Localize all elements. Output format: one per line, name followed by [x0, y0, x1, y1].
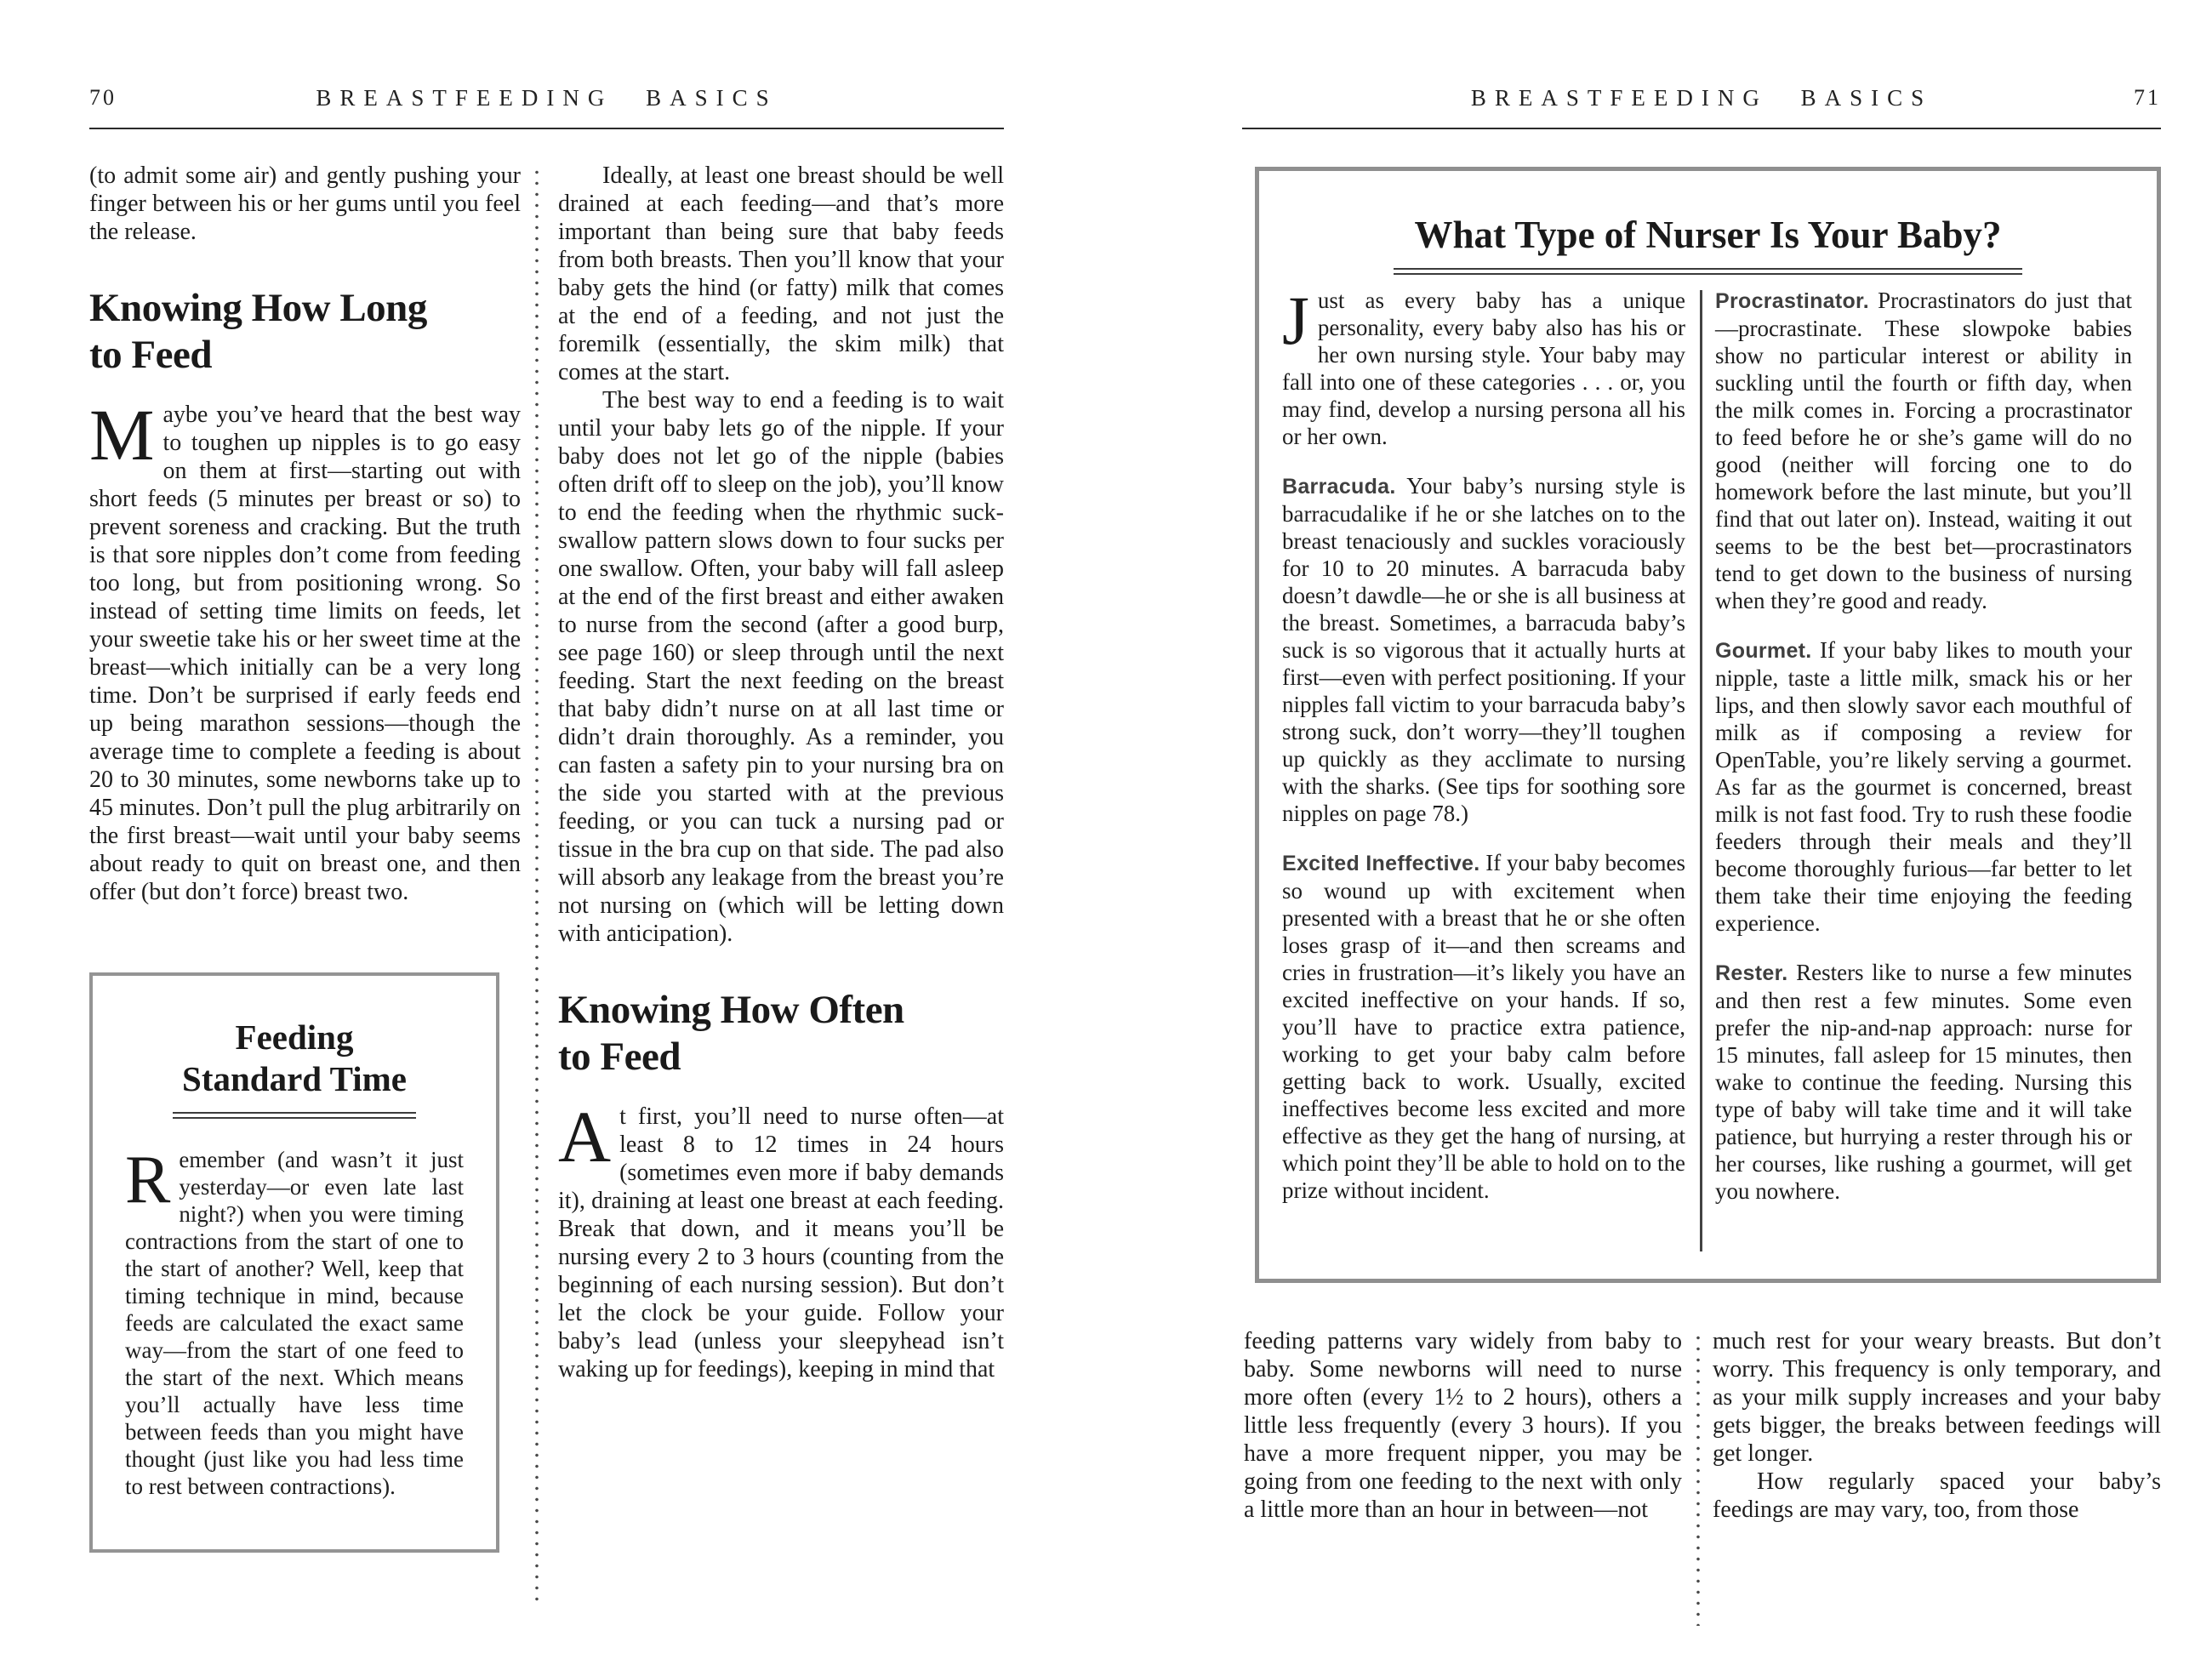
- box-column-divider: [1700, 290, 1702, 1251]
- paragraph-text: t first, you’ll need to nurse often—at least 8 to 12 times in 24 hours (sometimes even more if baby demands it), draining at least one breast at each feeding. Break that down, and it means you’ll be nursing every 2 to 3 hours (counting from the beginning of each nursing session). But don’t let the clock be your guide. Follow your baby’s lead (unless your sleepyhead isn’t waking up for feedings), keeping in mind that: [558, 1103, 1004, 1382]
- left-column-1: [89, 162, 521, 1553]
- paragraph-text: Procrastinators do just that—procrastinate. These slowpoke babies show no particular interest or ability in suckling until the fourth or fifth day, when the milk comes in. Forcing a procrastinator to feed before he or she’s game will do no good (neither will forcing one to do homework before the last minute, but you’ll find that out later on). Instead, waiting it out seems to be the best bet—procrastinators tend to get down to the business of nursing when they’re good and ready.: [1715, 288, 2132, 613]
- body-paragraph: feeding patterns vary widely from baby to baby. Some newborns will need to nurse more often (every 1½ to 2 hours), others a little less frequently (every 3 hours). If you have a more frequent nipper, you may be going from one feeding to the next with only a little more than an hour in between—not: [1244, 1328, 1682, 1523]
- header-rule: [89, 128, 1004, 129]
- entry-lead-in: Excited Ineffective.: [1282, 852, 1480, 875]
- left-page-header: [89, 85, 1004, 111]
- body-paragraph: much rest for your weary breasts. But don’t worry. This frequency is only temporary, and as your milk supply increases and your baby gets bigger, the breaks between feedings will get longer.: [1713, 1328, 2161, 1467]
- nurser-type-box: [1255, 167, 2161, 1283]
- paragraph-text: If your baby likes to mouth your nipple, taste a little milk, smack his or her lips, and then slowly savor each mouthful of milk as if composing a review for OpenTable, you’re likely serving a gourmet. As far as the gourmet is concerned, breast milk is not fast food. Try to rush these foodie feeders through their meals and they’ll become thoroughly furious—far better to let them take their time enjoying the feeding experience.: [1715, 637, 2132, 936]
- body-paragraph: [89, 394, 521, 906]
- right-bottom-column-1: [1244, 1327, 1682, 1524]
- column-divider: [1696, 1332, 1700, 1626]
- heading-line: Knowing How Often: [558, 988, 904, 1032]
- column-divider: [535, 167, 539, 1608]
- paragraph-text: If your baby becomes so wound up with excitement when presented with a breast that he or she often loses grasp of it—and then screams and cries in frustration—it’s likely you have an excited ineffective on your hands. If so, you’ll have to practice extra patience, working to get your baby calm before getting back to work. Usually, excited ineffectives become less excited and more effective as they get the hang of nursing, at which point they’ll be able to hold on to the prize without incident.: [1282, 850, 1685, 1203]
- double-rule: [1394, 268, 2022, 275]
- running-head: BREASTFEEDING BASICS: [316, 85, 778, 111]
- drop-cap: J: [1282, 282, 1309, 359]
- nurser-entry: [1282, 472, 1685, 827]
- paragraph-text: aybe you’ve heard that the best way to toughen up nipples is to go easy on them at first—starting out with short feeds (5 minutes per breast or so) to prevent soreness and cracking. But the truth is that sore nipples don’t come from feeding too long, but from positioning wrong. So instead of setting time limits on feeds, let your sweetie take his or her sweet time at the breast—which initially can be a very long time. Don’t be surprised if early feeds end up being marathon sessions—though the average time to complete a feeding is about 20 to 30 minutes, some newborns take up to 45 minutes. Don’t pull the plug arbitrarily on the first breast—wait until your baby seems about ready to quit on breast one, and then offer (but don’t force) breast two.: [89, 402, 521, 905]
- running-head: BREASTFEEDING BASICS: [1470, 85, 1933, 111]
- sidebar-title: [125, 1017, 464, 1100]
- nurser-entry: [1715, 287, 2132, 614]
- section-heading: [89, 285, 521, 379]
- page-number: 70: [89, 85, 117, 110]
- paragraph-text: Your baby’s nursing style is barracudalike if he or she latches on to the breast tenaciously and suckles voraciously for 10 to 20 minutes. A barracuda baby doesn’t dawdle—he or she is all business at the breast. Sometimes, a barracuda baby’s suck is so vigorous that it actually hurts at first—even with perfect positioning. If your nipples fall victim to your barracuda baby’s strong suck, don’t worry—they’ll toughen up quickly as they acclimate to nursing with the sharks. (See tips for soothing sore nipples on page 78.): [1282, 473, 1685, 826]
- entry-lead-in: Barracuda.: [1282, 475, 1396, 499]
- entry-lead-in: Rester.: [1715, 961, 1788, 985]
- paragraph-text: ust as every baby has a unique personality, every baby also has his or her own nursing style. Your baby may fall into one of these categories . . . or, you may find, develop a nursing persona all his or her own.: [1282, 288, 1685, 449]
- section-heading: [558, 987, 1004, 1080]
- heading-line: to Feed: [558, 1035, 681, 1079]
- heading-line: to Feed: [89, 333, 212, 377]
- entry-lead-in: Gourmet.: [1715, 639, 1812, 663]
- sidebar-paragraph: [125, 1143, 464, 1500]
- sidebar-box: [89, 972, 499, 1553]
- sidebar-title-line: Feeding: [235, 1018, 354, 1057]
- body-paragraph: The best way to end a feeding is to wait until your baby lets go of the nipple. If your baby does not let go of the nipple (babies often drift off to sleep on the job), you’ll know to end the feeding when the rhythmic suck-swallow pattern slows down to four sucks per one swallow. Often, your baby will fall asleep at the end of the first breast and either awaken to nurse from the second (after a good burp, see page 160) or sleep through until the next feeding. Start the next feeding on the breast that baby didn’t nurse on at all last time or didn’t drain thoroughly. As a reminder, you can fasten a safety pin to your nursing bra on the side you started with at the previous feeding, or you can tuck a nursing pad or tissue in the bra cup on that side. The pad also will absorb any leakage from the breast you’re not nursing on (which will be letting down with anticipation).: [558, 387, 1004, 947]
- drop-cap: R: [125, 1143, 171, 1217]
- paragraph-text: Resters like to nurse a few minutes and then rest a few minutes. Some even prefer the nip-and-nap approach: nurse for 15 minutes, fall asleep for 15 minutes, then wake to continue the feeding. Nursing this type of baby will take time and it will take patience, but hurrying a rester through his or her courses, like rushing a gourmet, will get you nowhere.: [1715, 960, 2132, 1204]
- box-column-left: [1282, 282, 1685, 1204]
- page-number: 71: [2134, 85, 2161, 110]
- sidebar-title-line: Standard Time: [182, 1059, 407, 1098]
- nurser-entry: [1715, 959, 2132, 1205]
- box-column-right: [1715, 287, 2132, 1205]
- right-bottom-column-2: [1713, 1327, 2161, 1524]
- drop-cap: M: [89, 394, 155, 476]
- body-paragraph: How regularly spaced your baby’s feedings are may vary, too, from those: [1713, 1468, 2161, 1523]
- right-page-header: [1242, 85, 2161, 111]
- left-column-2: [558, 162, 1004, 1383]
- body-paragraph: Ideally, at least one breast should be well drained at each feeding—and that’s more important than being sure that baby feeds from both breasts. Then you’ll know that your baby gets the hind (or fatty) milk that comes at the end of a feeding, and not just the foremilk (essentially, the skim milk) that comes at the start.: [558, 162, 1004, 385]
- paragraph-text: emember (and wasn’t it just yesterday—or even late last night?) when you were timing contractions from the start of one to the start of another? Well, keep that timing technique in mind, because feeds are calculated the exact same way—from the start of one feed to the start of the next. Which means you’ll actually have less time between feeds than you might have thought (just like you had less time to rest between contractions).: [125, 1147, 464, 1499]
- header-rule: [1242, 128, 2161, 129]
- nurser-entry: [1715, 636, 2132, 937]
- box-intro-paragraph: [1282, 282, 1685, 450]
- entry-lead-in: Procrastinator.: [1715, 289, 1869, 313]
- drop-cap: A: [558, 1096, 612, 1177]
- nurser-entry: [1282, 849, 1685, 1204]
- body-paragraph: [558, 1096, 1004, 1383]
- double-rule: [173, 1112, 417, 1119]
- body-paragraph: (to admit some air) and gently pushing your finger between his or her gums until you feel the release.: [89, 162, 521, 245]
- heading-line: Knowing How Long: [89, 286, 427, 330]
- box-title: What Type of Nurser Is Your Baby?: [1414, 214, 2002, 256]
